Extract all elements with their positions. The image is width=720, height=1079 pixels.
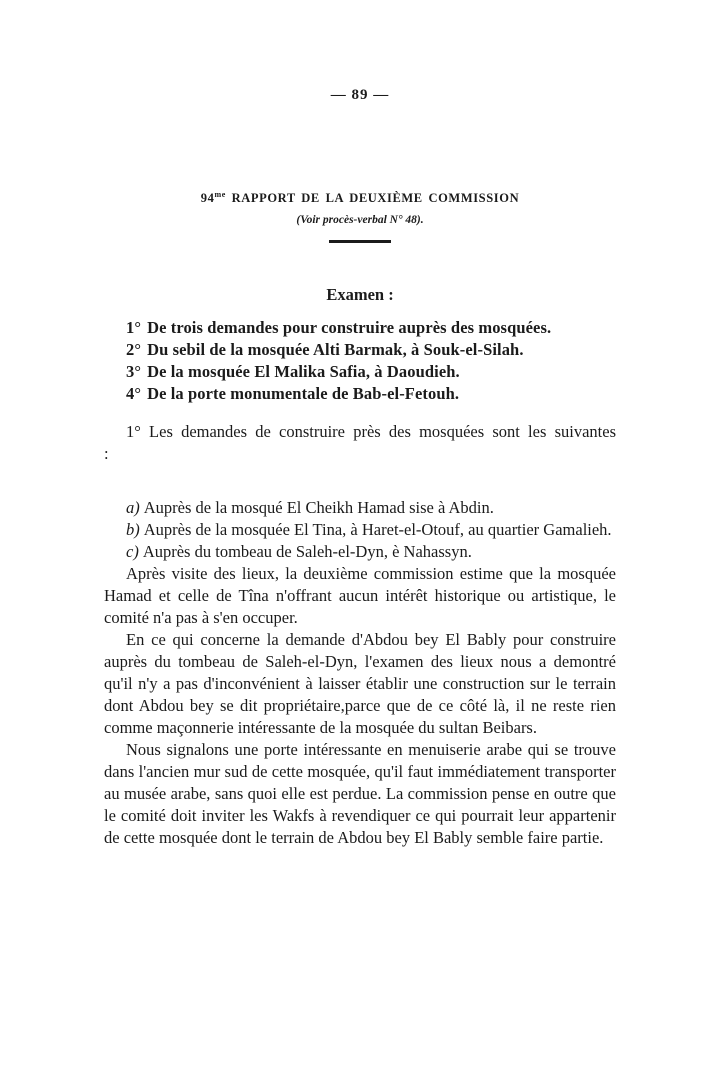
text-block bbox=[104, 317, 616, 849]
agenda-item bbox=[104, 383, 616, 405]
body-paragraph: Après visite des lieux, la deuxième commission estime que la mosquée Hamad et celle de Tîna n'offrant aucun intérêt historique ou artistique, le comité n'a pas à s'en occuper. bbox=[104, 564, 616, 627]
agenda-item-number: 4° bbox=[126, 384, 142, 403]
agenda-item bbox=[104, 317, 616, 339]
body-paragraph: Nous signalons une porte intéressante en menuiserie arabe qui se trouve dans l'ancien mur sud de cette mosquée, qu'il faut immédiatement transporter au musée arabe, sans quoi elle est perdue. La commission pense en outre que le comité doit inviter les Wakfs à revendiquer ce qui pourrait leur appartenir de cette mosquée dont le terrain de Abdou bey El Bably semble faire partie. bbox=[104, 740, 616, 847]
sub-item-text: Auprès de la mosquée El Tina, à Haret-el-Otouf, au quartier Gamalieh. bbox=[143, 520, 612, 539]
agenda-list bbox=[104, 317, 616, 405]
agenda-item-number: 1° bbox=[126, 318, 142, 337]
agenda-item-number: 2° bbox=[126, 340, 142, 359]
report-number-ordinal: me bbox=[214, 190, 226, 199]
agenda-item bbox=[104, 361, 616, 383]
section-divider bbox=[329, 240, 391, 243]
sub-item-text: Auprès du tombeau de Saleh-el-Dyn, è Nahassyn. bbox=[142, 542, 472, 561]
agenda-item-text: De la porte monumentale de Bab-el-Fetouh. bbox=[147, 384, 460, 403]
report-header bbox=[0, 188, 720, 243]
sub-item bbox=[104, 519, 616, 541]
sub-item-label: a) bbox=[126, 498, 140, 517]
agenda-item bbox=[104, 339, 616, 361]
agenda-item-text: De la mosquée El Malika Safia, à Daoudieh. bbox=[147, 362, 460, 381]
agenda-item-text: Du sebil de la mosquée Alti Barmak, à Souk-el-Silah. bbox=[147, 340, 524, 359]
intro-paragraph: 1° Les demandes de construire près des mosquées sont les suivantes : bbox=[104, 422, 616, 463]
sub-item-label: c) bbox=[126, 542, 139, 561]
report-title-text: RAPPORT DE LA DEUXIÈME COMMISSION bbox=[225, 191, 520, 205]
body-paragraph: En ce qui concerne la demande d'Abdou bey El Bably pour construire auprès du tombeau de Saleh-el-Dyn, l'examen des lieux nous a demontré qu'il n'y a pas d'inconvénient à laisser établir une construction sur le terrain dont Abdou bey se dit propriétaire,parce que de ce côté là, il ne reste rien comme maçonnerie intéressante de la mosquée du sultan Beibars. bbox=[104, 630, 616, 737]
agenda-item-text: De trois demandes pour construire auprès des mosquées. bbox=[147, 318, 552, 337]
sub-item-label: b) bbox=[126, 520, 140, 539]
examen-heading: Examen : bbox=[326, 285, 394, 304]
report-title bbox=[0, 188, 720, 205]
page-number: — 89 — bbox=[330, 87, 390, 103]
agenda-item-number: 3° bbox=[126, 362, 142, 381]
sub-item-list bbox=[104, 497, 616, 563]
report-number: 94 bbox=[200, 191, 215, 205]
sub-item-text: Auprès de la mosqué El Cheikh Hamad sise à Abdin. bbox=[143, 498, 494, 517]
sub-item bbox=[104, 541, 616, 563]
sub-item bbox=[104, 497, 616, 519]
report-subtitle: (Voir procès-verbal N° 48). bbox=[296, 214, 424, 226]
